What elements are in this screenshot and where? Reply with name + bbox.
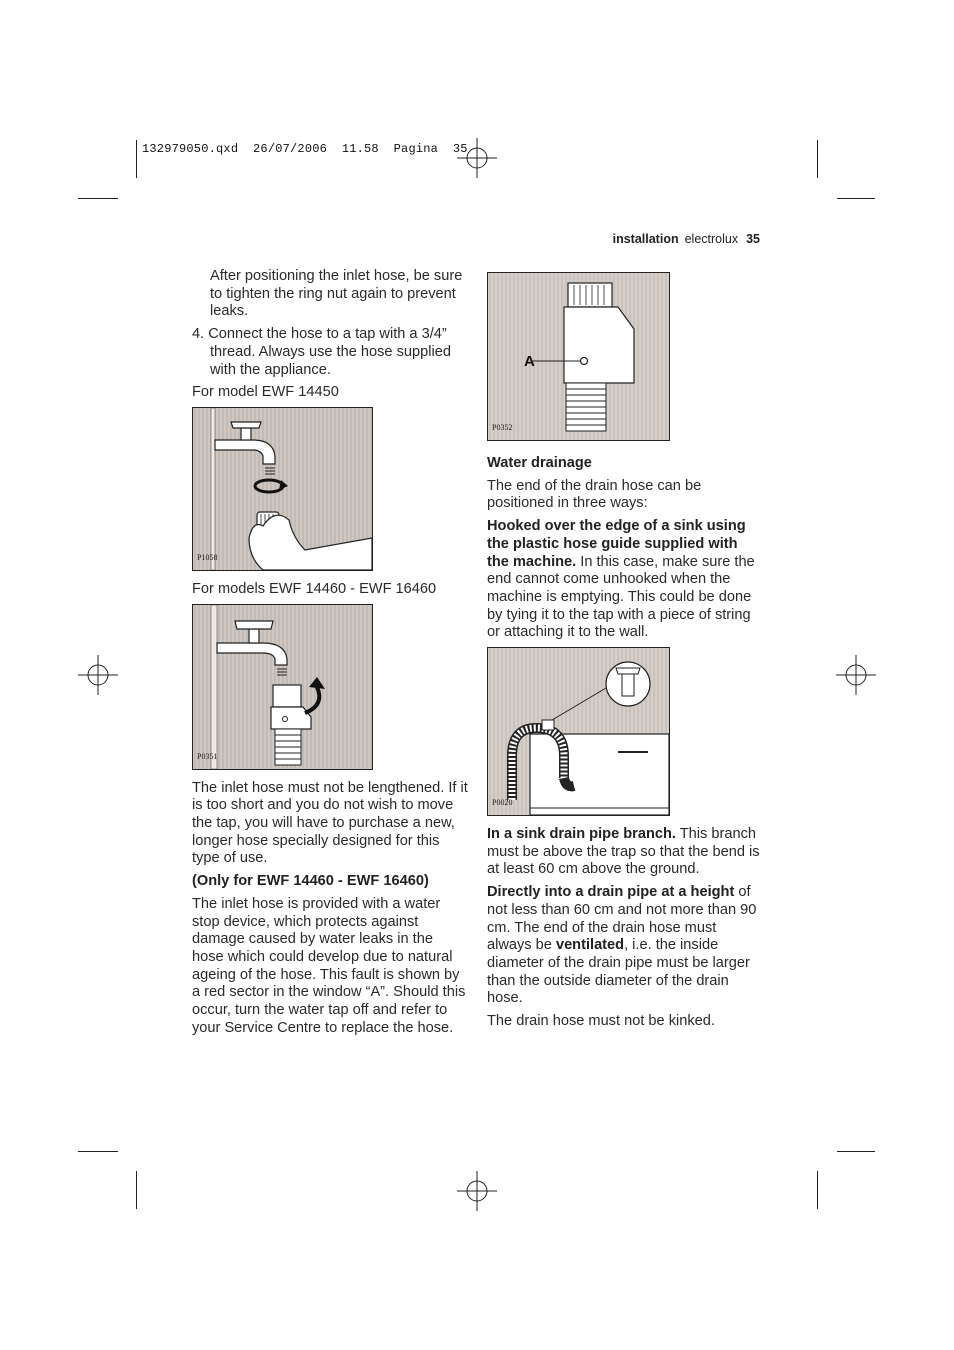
heading-water-drainage: Water drainage: [487, 455, 592, 471]
model-label-ewf14460-16460: For models EWF 14460 - EWF 16460: [192, 580, 437, 597]
drain-bold: Directly into a drain pipe at a height: [487, 884, 735, 901]
sink-bold: In a sink drain pipe branch.: [487, 826, 676, 843]
drain-bold-ventilated: ventilated: [555, 937, 625, 954]
header-section: installation: [612, 232, 679, 246]
figure-label-a: A: [524, 353, 535, 370]
model-label-ewf14450: For model EWF 14450: [192, 384, 339, 401]
crop-mark: [78, 198, 118, 199]
figure-code: P1058: [197, 553, 218, 563]
running-header: [613, 232, 760, 246]
crop-mark: [837, 198, 875, 199]
tap-ring-nut-illustration: [193, 408, 372, 570]
subheading-only-for: (Only for EWF 14460 - EWF 16460): [192, 873, 429, 890]
registration-mark-icon: [836, 655, 876, 695]
header-brand: electrolux: [684, 232, 739, 246]
paragraph-after-positioning: After positioning the inlet hose, be sure to tighten the ring nut again to prevent leaks.: [210, 268, 463, 320]
paragraph-hooked: [487, 518, 763, 642]
figure-code: P0352: [492, 423, 513, 433]
figure-tap-water-stop: [192, 604, 373, 770]
figure-code: P0020: [492, 798, 513, 808]
registration-mark-icon: [78, 655, 118, 695]
figure-water-stop-window: [487, 272, 670, 441]
paragraph-not-kinked: The drain hose must not be kinked.: [487, 1013, 715, 1030]
crop-mark: [817, 140, 818, 178]
crop-mark: [837, 1151, 875, 1152]
right-column: [487, 272, 763, 1036]
figure-hose-over-sink: [487, 647, 670, 816]
water-stop-window-illustration: [488, 273, 669, 440]
figure-code: P0351: [197, 751, 218, 761]
hooked-bold: Hooked over the edge of a sink using the plastic hose guide supplied with the machine.: [487, 518, 746, 570]
drain-text-2: , i.e. the inside diameter of the drain pipe must be larger than the outside diameter of the drain hose.: [487, 937, 750, 1007]
hooked-text: In this case, make sure the end cannot come unhooked when the machine is emptying. This could be done by tying it to the tap with a piece of string or attaching it to the wall.: [487, 553, 755, 641]
step-4: 4. Connect the hose to a tap with a 3/4” thread. Always use the hose supplied with the appliance.: [192, 326, 451, 378]
paragraph-drain-pipe: [487, 884, 763, 1008]
registration-mark-icon: [457, 138, 497, 178]
crop-mark: [817, 1171, 818, 1209]
sink-text: This branch must be above the trap so that the bend is at least 60 cm above the ground.: [487, 826, 760, 878]
tap-water-stop-illustration: [193, 605, 372, 769]
paragraph-drainage-intro: The end of the drain hose can be positioned in three ways:: [487, 477, 702, 512]
figure-tap-ring-nut: [192, 407, 373, 571]
paragraph-not-lengthened: The inlet hose must not be lengthened. If it is too short and you do not wish to move the tap, you will have to purchase a new, longer hose specially designed for this type of use.: [192, 779, 468, 867]
crop-mark: [78, 1151, 118, 1152]
left-column: [192, 268, 468, 1042]
crop-mark: [136, 1171, 137, 1209]
registration-mark-icon: [457, 1171, 497, 1211]
drain-text-1: of not less than 60 cm and not more than 90 cm. The end of the drain hose must always be: [487, 884, 757, 954]
hose-over-sink-illustration: [488, 648, 669, 815]
paragraph-sink-drain: [487, 826, 763, 879]
page-number: 35: [746, 232, 760, 246]
paragraph-water-stop: The inlet hose is provided with a water stop device, which protects against damage caused by water leaks in the hose which could develop due to natural ageing of the hose. This fault is shown by a red sector in the window “A”. Should this occur, turn the water tap off and refer to your Service Centre to replace the hose.: [192, 895, 466, 1036]
crop-mark: [136, 140, 137, 178]
printer-slug: 132979050.qxd 26/07/2006 11.58 Pagina 35: [142, 142, 468, 156]
